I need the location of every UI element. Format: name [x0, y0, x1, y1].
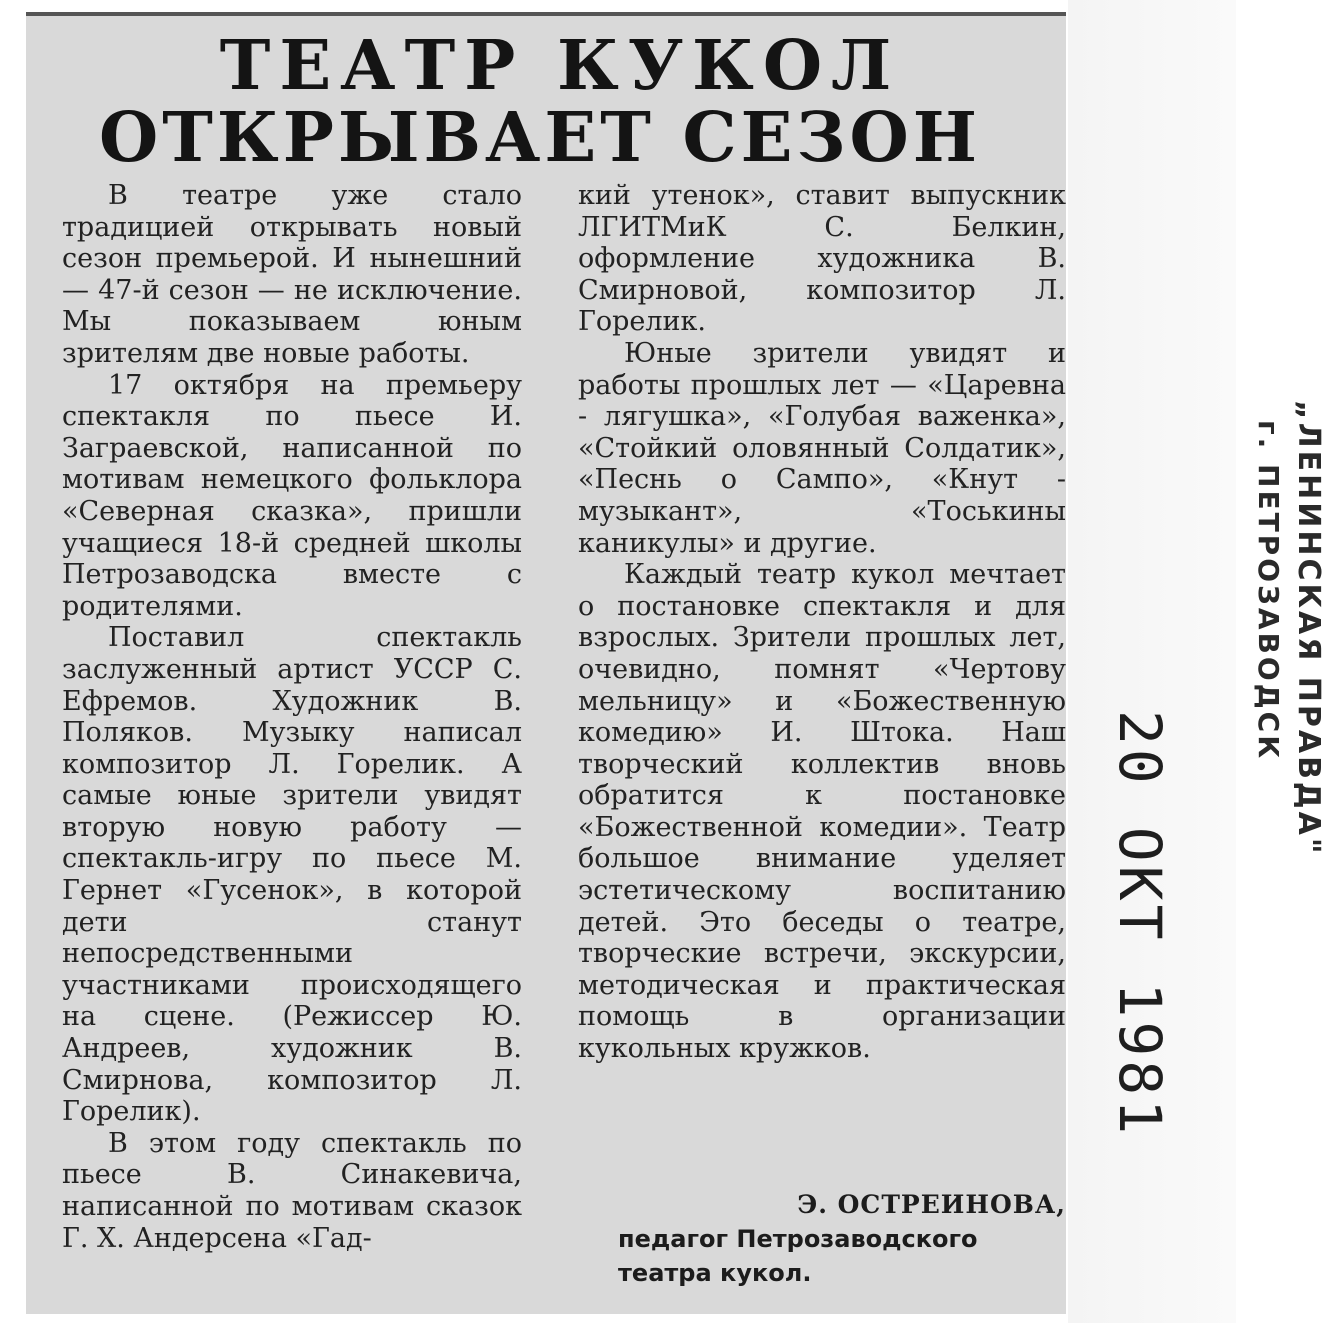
- author-signature: [578, 1188, 1066, 1290]
- article-headline: [60, 26, 1020, 178]
- paragraph: Каждый театр кукол мечтает о постановке спектакля и для взрослых. Зрители прошлых лет, очевидно, помнят «Чертову мельницу» и «Божественную комедию» И. Штока. Наш творческий коллектив вновь обратится к постановке «Божественной комедии». Театр большое внимание уделяет эстетическому воспитанию детей. Это беседы о театре, творческие встречи, экскурсии, методическая и практическая помощь в организации кукольных кружков.: [578, 559, 1066, 1065]
- paragraph: В этом году спектакль по пьесе В. Синакевича, написанной по мотивам сказок Г. Х. Андерсена «Гад-: [62, 1127, 522, 1254]
- author-name: Э. ОСТРЕИНОВА,: [797, 1190, 1066, 1219]
- paragraph: 17 октября на премьеру спектакля по пьесе И. Заграевской, написанной по мотивам немецкого фольклора «Северная сказка», пришли учащиеся 18-й средней школы Петрозаводска вместе с родителями.: [62, 369, 522, 622]
- author-role-continued: театра кукол.: [618, 1259, 812, 1287]
- newspaper-city: г. ПЕТРОЗАВОДСК: [1252, 420, 1285, 762]
- article-column-2: [578, 180, 1066, 1065]
- headline-line-2: ОТКРЫВАЕТ СЕЗОН: [99, 98, 981, 178]
- source-stamp: [1168, 400, 1328, 857]
- newspaper-name: „ЛЕНИНСКАЯ ПРАВДА": [1291, 400, 1326, 857]
- headline-line-1: ТЕАТР КУКОЛ: [219, 26, 901, 106]
- paragraph: Поставил спектакль заслуженный артист УССР С. Ефремов. Художник В. Поляков. Музыку написал композитор Л. Горелик. А самые юные зрители увидят вторую новую работу — спектакль-игру по пьесе М. Гернет «Гусенок», в которой дети станут непосредственными участниками происходящего на сцене. (Режиссер Ю. Андреев, художник В. Смирнова, композитор Л. Горелик).: [62, 622, 522, 1128]
- paragraph: Юные зрители увидят и работы прошлых лет — «Царевна - лягушка», «Голубая важенка», «Стойкий оловянный Солдатик», «Песнь о Сампо», «Кнут - музыкант», «Тоськины каникулы» и другие.: [578, 337, 1066, 559]
- author-role: педагог Петрозаводского: [618, 1225, 978, 1253]
- article-column-1: [62, 180, 522, 1254]
- paragraph: В театре уже стало традицией открывать новый сезон премьерой. И нынешний — 47-й сезон — не исключение. Мы показываем юным зрителям две новые работы.: [62, 180, 522, 369]
- date-stamp: 20 ОКТ 1981: [1106, 710, 1174, 1139]
- paragraph: кий утенок», ставит выпускник ЛГИТМиК С. Белкин, оформление художника В. Смирновой, композитор Л. Горелик.: [578, 180, 1066, 338]
